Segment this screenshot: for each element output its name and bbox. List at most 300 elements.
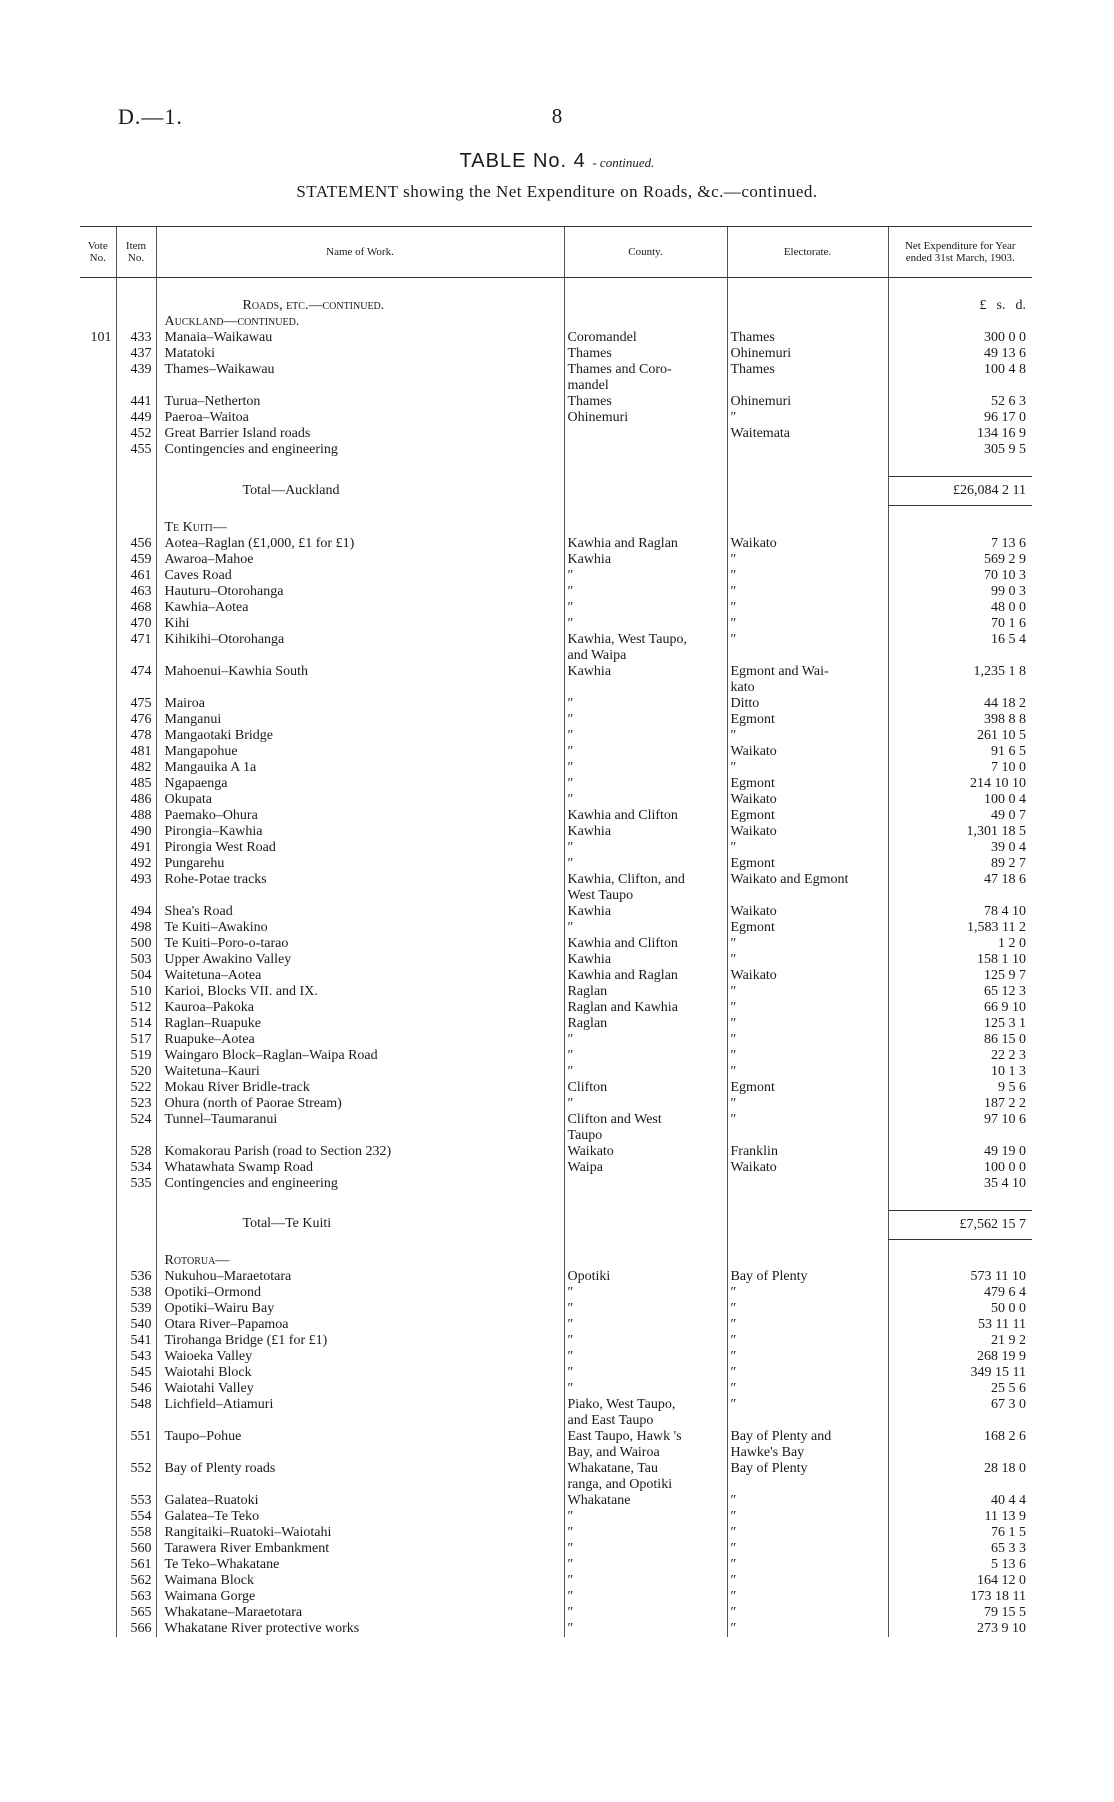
county-cell: ″: [564, 616, 727, 632]
work-name-cell: Komakorau Parish (road to Section 232): [156, 1144, 564, 1160]
vote-cell: [80, 1573, 116, 1589]
item-cell: 500: [116, 936, 156, 952]
county-cell: Thames: [564, 346, 727, 362]
work-name-cell: Kihi: [156, 616, 564, 632]
vote-cell: [80, 477, 116, 506]
expenditure-cell: 187 2 2: [888, 1096, 1032, 1112]
work-name-cell: Whakatane–Maraetotara: [156, 1605, 564, 1621]
table-row: [80, 1429, 1032, 1445]
county-cell: ″: [564, 1573, 727, 1589]
item-cell: 560: [116, 1541, 156, 1557]
county-cell: ″: [564, 1541, 727, 1557]
expenditure-cell: 173 18 11: [888, 1589, 1032, 1605]
electorate-cell: Egmont: [727, 856, 888, 872]
county-cell: ″: [564, 1317, 727, 1333]
vote-cell: [80, 1128, 116, 1144]
table-row: [80, 378, 1032, 394]
table-row: [80, 1160, 1032, 1176]
work-name-cell: Aotea–Raglan (£1,000, £1 for £1): [156, 536, 564, 552]
header-electorate: Electorate.: [727, 227, 888, 278]
expenditure-cell: 11 13 9: [888, 1509, 1032, 1525]
work-name-cell: Galatea–Ruatoki: [156, 1493, 564, 1509]
electorate-cell: Egmont: [727, 808, 888, 824]
table-row: [80, 442, 1032, 458]
table-row: [80, 824, 1032, 840]
electorate-cell: Ohinemuri: [727, 394, 888, 410]
county-cell: Kawhia: [564, 824, 727, 840]
item-cell: 551: [116, 1429, 156, 1445]
county-cell: [564, 442, 727, 458]
electorate-cell: ″: [727, 1541, 888, 1557]
table-row: [80, 1285, 1032, 1301]
item-cell: 563: [116, 1589, 156, 1605]
item-cell: 552: [116, 1461, 156, 1477]
work-name-cell: Mangauika A 1a: [156, 760, 564, 776]
electorate-cell: [727, 314, 888, 330]
page-number: 8: [551, 104, 563, 128]
item-cell: [116, 1445, 156, 1461]
work-name-cell: Whatawhata Swamp Road: [156, 1160, 564, 1176]
vote-cell: [80, 840, 116, 856]
electorate-cell: [727, 477, 888, 506]
expenditure-cell: 7 13 6: [888, 536, 1032, 552]
electorate-cell: ″: [727, 1621, 888, 1637]
table-row: [80, 330, 1032, 346]
electorate-cell: Egmont: [727, 712, 888, 728]
electorate-cell: ″: [727, 552, 888, 568]
group-header-row: [80, 314, 1032, 330]
vote-cell: [80, 1269, 116, 1285]
table-row: [80, 856, 1032, 872]
expenditure-cell: 78 4 10: [888, 904, 1032, 920]
vote-cell: [80, 600, 116, 616]
expenditure-cell: 479 6 4: [888, 1285, 1032, 1301]
vote-cell: [80, 394, 116, 410]
work-name-cell: Kawhia–Aotea: [156, 600, 564, 616]
expenditure-cell: 49 13 6: [888, 346, 1032, 362]
item-cell: 528: [116, 1144, 156, 1160]
item-cell: 520: [116, 1064, 156, 1080]
spacer-cell: [156, 1192, 564, 1211]
item-cell: 441: [116, 394, 156, 410]
vote-cell: [80, 1349, 116, 1365]
table-row: [80, 712, 1032, 728]
vote-cell: [80, 824, 116, 840]
expenditure-cell: 79 15 5: [888, 1605, 1032, 1621]
vote-cell: [80, 552, 116, 568]
item-cell: 523: [116, 1096, 156, 1112]
spacer-cell: [80, 1192, 116, 1211]
electorate-cell: ″: [727, 1317, 888, 1333]
table-row: [80, 1413, 1032, 1429]
table-row: [80, 1573, 1032, 1589]
expenditure-cell: [888, 1128, 1032, 1144]
table-row: [80, 584, 1032, 600]
table-row: [80, 568, 1032, 584]
electorate-cell: [727, 1128, 888, 1144]
electorate-cell: ″: [727, 584, 888, 600]
work-name-cell: Karioi, Blocks VII. and IX.: [156, 984, 564, 1000]
expenditure-cell: 70 1 6: [888, 616, 1032, 632]
expenditure-cell: 349 15 11: [888, 1365, 1032, 1381]
work-name-cell: Taupo–Pohue: [156, 1429, 564, 1445]
vote-cell: [80, 1064, 116, 1080]
item-cell: 437: [116, 346, 156, 362]
vote-cell: [80, 584, 116, 600]
table-row: [80, 1000, 1032, 1016]
work-name-cell: Mangapohue: [156, 744, 564, 760]
table-row: [80, 1333, 1032, 1349]
table-row: [80, 1016, 1032, 1032]
county-cell: ″: [564, 1365, 727, 1381]
item-cell: 536: [116, 1269, 156, 1285]
electorate-cell: ″: [727, 568, 888, 584]
expenditure-cell: 125 3 1: [888, 1016, 1032, 1032]
table-row: [80, 776, 1032, 792]
item-cell: 546: [116, 1381, 156, 1397]
expenditure-cell: [888, 378, 1032, 394]
electorate-cell: Waikato: [727, 1160, 888, 1176]
electorate-cell: ″: [727, 984, 888, 1000]
vote-cell: [80, 1080, 116, 1096]
table-row: [80, 1064, 1032, 1080]
work-name-cell: Waitetuna–Aotea: [156, 968, 564, 984]
vote-cell: [80, 1477, 116, 1493]
county-cell: Clifton: [564, 1080, 727, 1096]
electorate-cell: ″: [727, 1301, 888, 1317]
electorate-cell: ″: [727, 1365, 888, 1381]
work-name-cell: Ruapuke–Aotea: [156, 1032, 564, 1048]
vote-cell: [80, 536, 116, 552]
work-name-cell: Pirongia West Road: [156, 840, 564, 856]
money-unit-label: £: [979, 298, 987, 313]
county-cell: Ohinemuri: [564, 410, 727, 426]
section-header-row: [80, 296, 1032, 314]
item-cell: 493: [116, 872, 156, 888]
vote-cell: [80, 1016, 116, 1032]
table-row: [80, 536, 1032, 552]
table-row: [80, 362, 1032, 378]
expenditure-cell: 10 1 3: [888, 1064, 1032, 1080]
expenditure-cell: [888, 888, 1032, 904]
county-cell: Thames and Coro-: [564, 362, 727, 378]
item-cell: 491: [116, 840, 156, 856]
expenditure-cell: 48 0 0: [888, 600, 1032, 616]
item-cell: 558: [116, 1525, 156, 1541]
electorate-cell: ″: [727, 840, 888, 856]
item-cell: 488: [116, 808, 156, 824]
electorate-cell: [727, 888, 888, 904]
electorate-cell: ″: [727, 1032, 888, 1048]
header-county: County.: [564, 227, 727, 278]
header-name: Name of Work.: [156, 227, 564, 278]
work-name-cell: Turua–Netherton: [156, 394, 564, 410]
vote-cell: [80, 808, 116, 824]
item-cell: [116, 378, 156, 394]
electorate-cell: ″: [727, 1589, 888, 1605]
spacer-cell: [727, 458, 888, 477]
vote-cell: [80, 1317, 116, 1333]
county-cell: ″: [564, 1032, 727, 1048]
vote-cell: [80, 314, 116, 330]
county-cell: ″: [564, 1285, 727, 1301]
item-cell: [116, 506, 156, 536]
electorate-cell: ″: [727, 952, 888, 968]
work-name-cell: Bay of Plenty roads: [156, 1461, 564, 1477]
table-row: [80, 1269, 1032, 1285]
group-total-label: Total—Te Kuiti: [156, 1210, 564, 1239]
work-name-cell: Mokau River Bridle-track: [156, 1080, 564, 1096]
vote-cell: [80, 346, 116, 362]
item-cell: [116, 1210, 156, 1239]
electorate-cell: Ditto: [727, 696, 888, 712]
expenditure-cell: 21 9 2: [888, 1333, 1032, 1349]
vote-cell: [80, 728, 116, 744]
table-row: [80, 410, 1032, 426]
electorate-cell: Bay of Plenty: [727, 1461, 888, 1477]
table-row: [80, 1541, 1032, 1557]
work-name-cell: [156, 1413, 564, 1429]
county-cell: ″: [564, 728, 727, 744]
work-name-cell: Waiotahi Valley: [156, 1381, 564, 1397]
group-total-value: £7,562 15 7: [888, 1210, 1032, 1239]
electorate-cell: ″: [727, 1525, 888, 1541]
county-cell: ″: [564, 760, 727, 776]
vote-cell: [80, 1525, 116, 1541]
expenditure-cell: 49 0 7: [888, 808, 1032, 824]
header-item: Item No.: [116, 227, 156, 278]
table-row: [80, 1621, 1032, 1637]
vote-cell: [80, 856, 116, 872]
table-row: [80, 1397, 1032, 1413]
electorate-cell: Thames: [727, 330, 888, 346]
county-cell: and Waipa: [564, 648, 727, 664]
electorate-cell: ″: [727, 1397, 888, 1413]
electorate-cell: Ohinemuri: [727, 346, 888, 362]
vote-cell: [80, 362, 116, 378]
electorate-cell: Thames: [727, 362, 888, 378]
electorate-cell: ″: [727, 1509, 888, 1525]
work-name-cell: Mairoa: [156, 696, 564, 712]
table-row: [80, 1144, 1032, 1160]
vote-cell: [80, 1032, 116, 1048]
vote-cell: [80, 1557, 116, 1573]
work-name-cell: Contingencies and engineering: [156, 1176, 564, 1192]
group-header-row: [80, 506, 1032, 536]
group-total-row: [80, 477, 1032, 506]
county-cell: ″: [564, 696, 727, 712]
vote-cell: 101: [90, 330, 112, 345]
expenditure-cell: 70 10 3: [888, 568, 1032, 584]
work-name-cell: Kihikihi–Otorohanga: [156, 632, 564, 648]
work-name-cell: Matatoki: [156, 346, 564, 362]
table-row: [80, 1128, 1032, 1144]
work-name-cell: [156, 1477, 564, 1493]
vote-cell: [80, 920, 116, 936]
spacer-cell: [564, 458, 727, 477]
expenditure-cell: 97 10 6: [888, 1112, 1032, 1128]
vote-cell: [80, 680, 116, 696]
table-row: [80, 1317, 1032, 1333]
electorate-cell: ″: [727, 1048, 888, 1064]
county-cell: [564, 1210, 727, 1239]
group-title: Rotorua—: [156, 1239, 564, 1269]
expenditure-cell: 268 19 9: [888, 1349, 1032, 1365]
table-row: [80, 1525, 1032, 1541]
vote-cell: [80, 1144, 116, 1160]
table-title-main: TABLE No. 4: [459, 150, 586, 172]
expenditure-cell: 1 2 0: [888, 936, 1032, 952]
table-row: [80, 840, 1032, 856]
electorate-cell: Waikato: [727, 792, 888, 808]
item-cell: 524: [116, 1112, 156, 1128]
expenditure-cell: 100 0 4: [888, 792, 1032, 808]
vote-cell: [80, 1112, 116, 1128]
county-cell: Whakatane, Tau: [564, 1461, 727, 1477]
expenditure-cell: 1,301 18 5: [888, 824, 1032, 840]
table-row: [80, 680, 1032, 696]
expenditure-table: [80, 226, 1032, 1637]
item-cell: 459: [116, 552, 156, 568]
item-cell: 474: [116, 664, 156, 680]
table-row: [80, 952, 1032, 968]
expenditure-cell: 100 4 8: [888, 362, 1032, 378]
electorate-cell: ″: [727, 1557, 888, 1573]
electorate-cell: [727, 1176, 888, 1192]
expenditure-cell: 300 0 0: [888, 330, 1032, 346]
table-row: [80, 1381, 1032, 1397]
vote-cell: [80, 792, 116, 808]
item-cell: 565: [116, 1605, 156, 1621]
work-name-cell: Waimana Block: [156, 1573, 564, 1589]
vote-cell: [80, 1541, 116, 1557]
county-cell: Raglan: [564, 984, 727, 1000]
work-name-cell: Tunnel–Taumaranui: [156, 1112, 564, 1128]
county-cell: ″: [564, 1048, 727, 1064]
work-name-cell: Otara River–Papamoa: [156, 1317, 564, 1333]
item-cell: 561: [116, 1557, 156, 1573]
county-cell: ″: [564, 600, 727, 616]
county-cell: Whakatane: [564, 1493, 727, 1509]
item-cell: 548: [116, 1397, 156, 1413]
expenditure-cell: 39 0 4: [888, 840, 1032, 856]
county-cell: ″: [564, 712, 727, 728]
expenditure-cell: 569 2 9: [888, 552, 1032, 568]
table-row: [80, 760, 1032, 776]
expenditure-cell: 214 10 10: [888, 776, 1032, 792]
table-row: [80, 616, 1032, 632]
electorate-cell: kato: [727, 680, 888, 696]
expenditure-cell: [888, 1445, 1032, 1461]
table-title: [0, 150, 1114, 173]
expenditure-cell: 5 13 6: [888, 1557, 1032, 1573]
county-cell: ″: [564, 1349, 727, 1365]
work-name-cell: Te Kuiti–Awakino: [156, 920, 564, 936]
county-cell: ″: [564, 1381, 727, 1397]
group-total-value: £26,084 2 11: [888, 477, 1032, 506]
work-name-cell: Nukuhou–Maraetotara: [156, 1269, 564, 1285]
table-row: [80, 552, 1032, 568]
item-cell: 512: [116, 1000, 156, 1016]
electorate-cell: Franklin: [727, 1144, 888, 1160]
table-row: [80, 888, 1032, 904]
electorate-cell: ″: [727, 410, 888, 426]
table-row: [80, 1605, 1032, 1621]
work-name-cell: Okupata: [156, 792, 564, 808]
county-cell: [564, 1176, 727, 1192]
table-row: [80, 1493, 1032, 1509]
spacer-row: [80, 458, 1032, 477]
county-cell: Waipa: [564, 1160, 727, 1176]
electorate-cell: Bay of Plenty: [727, 1269, 888, 1285]
county-cell: Thames: [564, 394, 727, 410]
vote-cell: [80, 1413, 116, 1429]
spacer-cell: [116, 458, 156, 477]
table-row: [80, 1096, 1032, 1112]
vote-cell: [80, 904, 116, 920]
item-cell: 503: [116, 952, 156, 968]
work-name-cell: Te Kuiti–Poro-o-tarao: [156, 936, 564, 952]
work-name-cell: Paeroa–Waitoa: [156, 410, 564, 426]
work-name-cell: Great Barrier Island roads: [156, 426, 564, 442]
work-name-cell: Ngapaenga: [156, 776, 564, 792]
item-cell: [116, 477, 156, 506]
expenditure-cell: [888, 1477, 1032, 1493]
group-total-label: Total—Auckland: [156, 477, 564, 506]
header-vote: Vote No.: [80, 227, 116, 278]
item-cell: 463: [116, 584, 156, 600]
electorate-cell: ″: [727, 1381, 888, 1397]
work-name-cell: [156, 648, 564, 664]
expenditure-cell: 66 9 10: [888, 1000, 1032, 1016]
expenditure-cell: 305 9 5: [888, 442, 1032, 458]
table-row: [80, 1048, 1032, 1064]
vote-cell: [80, 1239, 116, 1269]
expenditure-cell: [888, 1413, 1032, 1429]
county-cell: [564, 506, 727, 536]
vote-cell: [80, 1461, 116, 1477]
county-cell: [564, 314, 727, 330]
expenditure-cell: 76 1 5: [888, 1525, 1032, 1541]
item-cell: 519: [116, 1048, 156, 1064]
county-cell: ″: [564, 1589, 727, 1605]
electorate-cell: Waikato and Egmont: [727, 872, 888, 888]
expenditure-cell: 89 2 7: [888, 856, 1032, 872]
vote-cell: [80, 426, 116, 442]
vote-cell: [80, 1445, 116, 1461]
vote-cell: [80, 1285, 116, 1301]
expenditure-cell: 134 16 9: [888, 426, 1032, 442]
expenditure-cell: 47 18 6: [888, 872, 1032, 888]
item-cell: 553: [116, 1493, 156, 1509]
item-cell: 452: [116, 426, 156, 442]
electorate-cell: ″: [727, 1605, 888, 1621]
expenditure-cell: 99 0 3: [888, 584, 1032, 600]
table-body: [80, 278, 1032, 1638]
table-row: [80, 872, 1032, 888]
electorate-cell: Waikato: [727, 536, 888, 552]
expenditure-cell: 53 11 11: [888, 1317, 1032, 1333]
county-cell: Taupo: [564, 1128, 727, 1144]
county-cell: [564, 477, 727, 506]
table-row: [80, 1589, 1032, 1605]
table-row: [80, 696, 1032, 712]
item-cell: [116, 1128, 156, 1144]
electorate-cell: Waikato: [727, 904, 888, 920]
expenditure-cell: 65 3 3: [888, 1541, 1032, 1557]
vote-cell: [80, 378, 116, 394]
work-name-cell: Galatea–Te Teko: [156, 1509, 564, 1525]
